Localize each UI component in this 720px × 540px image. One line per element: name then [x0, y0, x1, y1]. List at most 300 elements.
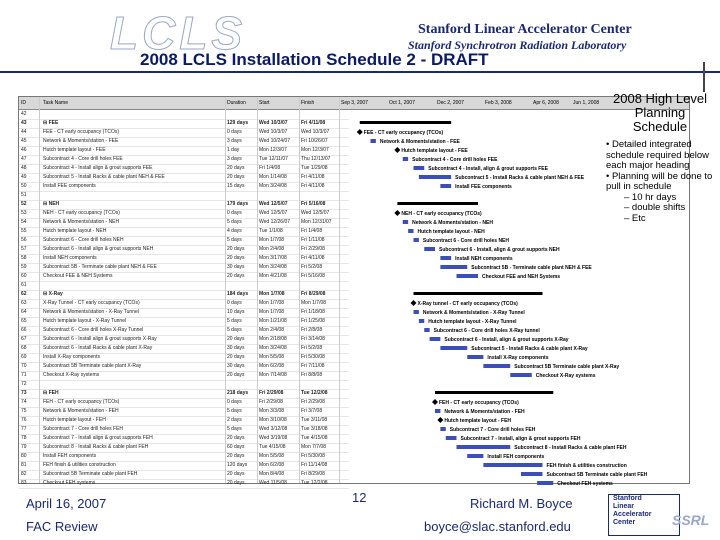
task-name-cell: Network & Moments/station - FEH [43, 408, 119, 414]
task-bar-label: Subcontract 4 - Install, align & grout supports FEE [428, 166, 548, 172]
task-start-cell: Mon 8/4/08 [259, 471, 285, 477]
col-start-header: Start [259, 100, 270, 106]
task-bar[interactable] [419, 319, 424, 323]
task-bar-label: Install NEH components [455, 256, 513, 262]
task-id-cell: 48 [21, 165, 27, 171]
task-duration-cell: 20 days [227, 165, 245, 171]
slac-logo-text: Linear [613, 503, 635, 510]
lcls-logo: LCLS [110, 7, 247, 59]
task-duration-cell: 1 day [227, 147, 240, 153]
task-bar-label: Hutch template layout - X-Ray Tunnel [428, 319, 517, 325]
task-bar-label: Subcontract 5B Terminate cable plant X-Ray [514, 364, 620, 370]
task-name-cell: Subcontract 5B Terminate cable plant X-Ray [43, 363, 142, 369]
task-start-cell: Mon 1/14/08 [259, 174, 287, 180]
task-id-cell: 43 [21, 120, 27, 126]
task-bar[interactable] [457, 445, 511, 449]
task-finish-cell: Fri 4/11/08 [301, 120, 326, 126]
task-id-cell: 73 [21, 390, 27, 396]
task-name-cell: Install NEH components [43, 255, 97, 261]
task-bar[interactable] [467, 454, 483, 458]
task-finish-cell: Fri 10/26/07 [301, 138, 328, 144]
task-bar[interactable] [435, 409, 440, 413]
task-bar-label: Network & Moments/station - X-Ray Tunnel [422, 310, 525, 316]
task-bar-label: Install FEH components [487, 454, 545, 460]
task-bar-label: Subcontract 6 - Install, align & grout supports X-Ray [444, 337, 569, 343]
task-bar-label: Subcontract 5B Terminate cable plant FEH [546, 472, 648, 478]
task-finish-cell: Thu 12/13/07 [301, 156, 331, 162]
task-id-cell: 44 [21, 129, 27, 135]
task-finish-cell: Fri 1/11/08 [301, 237, 325, 243]
task-id-cell: 56 [21, 237, 27, 243]
task-name-cell: Subcontract 5B Terminate cable plant FEH [43, 471, 138, 477]
task-bar-label: X-Ray tunnel - CT early occupancy (TCOs) [417, 301, 518, 307]
task-name-cell: Hutch template layout - NEH [43, 228, 107, 234]
task-name-cell: Subcontract 6 - Core drill holes NEH [43, 237, 124, 243]
task-bar-label: Subcontract 6 - Install, align & grout supports NEH [439, 247, 560, 253]
milestone-marker[interactable] [394, 147, 400, 153]
task-start-cell: Mon 4/21/08 [259, 273, 287, 279]
task-start-cell: Fri 2/29/08 [259, 390, 284, 396]
task-duration-cell: 4 days [227, 228, 242, 234]
task-bar[interactable] [414, 166, 425, 170]
task-start-cell: Mon 12/3/07 [259, 147, 287, 153]
planning-title-line: Schedule [632, 119, 688, 134]
task-id-cell: 47 [21, 156, 27, 162]
task-start-cell: Wed 10/24/07 [259, 138, 291, 144]
task-bar[interactable] [537, 481, 553, 485]
task-bar-label: Network & Moments/station - NEH [412, 220, 493, 226]
gantt-chart[interactable] [18, 96, 690, 487]
task-finish-cell: Fri 7/11/08 [301, 363, 325, 369]
task-name-cell: Checkout FEH systems [43, 480, 96, 486]
task-bar[interactable] [424, 247, 435, 251]
task-bar-label: Subcontract 7 - Install, align & grout supports FEH [460, 436, 581, 442]
task-start-cell: Wed 3/12/08 [259, 426, 288, 432]
task-name-cell: Checkout X-Ray systems [43, 372, 100, 378]
task-duration-cell: 0 days [227, 300, 242, 306]
task-start-cell: Mon 3/3/08 [259, 408, 285, 414]
task-start-cell: Mon 6/2/08 [259, 462, 285, 468]
planning-sub-bullet: – 10 hr days [624, 191, 677, 203]
task-name-cell: Subcontract 6 - Core drill holes X-Ray Tunnel [43, 327, 144, 333]
task-name-cell: Subcontract 7 - Install align & grout supports FEH [43, 435, 153, 441]
task-bar[interactable] [414, 310, 419, 314]
task-start-cell: Mon 1/7/08 [259, 291, 285, 297]
task-start-cell: Mon 2/4/08 [259, 246, 285, 252]
task-name-cell: FEH - CT early occupancy (TCOs) [43, 399, 120, 405]
timescale-label: Apr 6, 2008 [533, 100, 559, 106]
task-bar-label: Hutch template layout - NEH [417, 229, 485, 235]
task-duration-cell: 30 days [227, 264, 245, 270]
task-duration-cell: 5 days [227, 426, 242, 432]
task-finish-cell: Mon 12/31/07 [301, 219, 332, 225]
task-duration-cell: 10 days [227, 309, 245, 315]
task-duration-cell: 5 days [227, 327, 242, 333]
task-duration-cell: 20 days [227, 435, 245, 441]
task-finish-cell: Fri 5/16/08 [301, 201, 326, 207]
slide-title: 2008 LCLS Installation Schedule 2 - DRAFT [140, 50, 489, 69]
task-duration-cell: 60 days [227, 444, 245, 450]
header-corner-rule [703, 62, 705, 92]
task-finish-cell: Fri 4/11/08 [301, 183, 325, 189]
task-start-cell: Mon 1/21/08 [259, 318, 287, 324]
planning-bullets [606, 140, 714, 224]
task-duration-cell: 218 days [227, 390, 249, 396]
task-start-cell: Mon 5/5/08 [259, 453, 285, 459]
task-bar[interactable] [403, 220, 408, 224]
task-duration-cell: 20 days [227, 480, 245, 486]
task-finish-cell: Tue 12/2/08 [301, 480, 328, 486]
org-name-ssrl: Stanford Synchrotron Radiation Laboratory [408, 38, 627, 52]
task-start-cell: Mon 3/24/08 [259, 345, 287, 351]
task-finish-cell: Mon 12/3/07 [301, 147, 329, 153]
timescale-label: Oct 1, 2007 [389, 100, 415, 106]
ssrl-logo: SSRL [672, 512, 710, 528]
task-bar-label: Subcontract 5 - Install Racks & cable plant X-Ray [471, 346, 588, 352]
task-bar-label: Subcontract 4 - Core drill holes FEE [412, 157, 498, 163]
task-id-cell: 70 [21, 363, 27, 369]
task-duration-cell: 3 days [227, 138, 242, 144]
task-bar-label: Network & Moments/station - FEH [444, 409, 525, 415]
task-name-cell: X-Ray Tunnel - CT early occupancy (TCOs) [43, 300, 140, 306]
task-name-cell: Subcontract 4 - Install align & grout supports FEE [43, 165, 153, 171]
task-start-cell: Mon 7/14/08 [259, 372, 287, 378]
task-finish-cell: Fri 5/16/08 [301, 273, 325, 279]
task-bar-label: FEE - CT early occupancy (TCOs) [363, 130, 444, 136]
task-bar-label: Subcontract 7 - Core drill holes FEH [449, 427, 536, 433]
task-bar[interactable] [430, 337, 441, 341]
task-finish-cell: Fri 5/30/08 [301, 453, 325, 459]
task-bar[interactable] [510, 373, 532, 377]
task-finish-cell: Fri 2/29/08 [301, 399, 325, 405]
task-duration-cell: 129 days [227, 120, 249, 126]
task-start-cell: Mon 6/2/08 [259, 363, 285, 369]
task-name-cell: Network & Moments/station - FEE [43, 138, 119, 144]
task-id-cell: 63 [21, 300, 27, 306]
task-name-cell: FEE - CT early occupancy (TCOs) [43, 129, 120, 135]
task-id-cell: 75 [21, 408, 27, 414]
task-name-cell: Subcontract 5B - Terminate cable plant NEH & FEE [43, 264, 157, 270]
task-duration-cell: 5 days [227, 219, 242, 225]
task-bar[interactable] [414, 238, 419, 242]
task-finish-cell: Fri 2/29/08 [301, 246, 325, 252]
task-bar-label: Subcontract 6 - Core drill holes X-Ray tunnel [433, 328, 540, 334]
milestone-marker[interactable] [394, 210, 400, 216]
task-finish-cell: Fri 2/8/08 [301, 327, 323, 333]
task-name-cell: Subcontract 8 - Install Racks & cable plant FEH [43, 444, 149, 450]
task-bar[interactable] [440, 265, 467, 269]
task-start-cell: Mon 3/17/08 [259, 255, 287, 261]
task-bar-label: NEH - CT early occupancy (TCOs) [401, 211, 482, 217]
task-name-cell: ⊟ FEE [43, 120, 59, 126]
task-bar[interactable] [424, 328, 429, 332]
task-name-cell: Subcontract 4 - Core drill holes FEE [43, 156, 123, 162]
gantt-bars [19, 97, 689, 487]
task-bar-label: Checkout X-Ray systems [535, 373, 596, 379]
milestone-marker[interactable] [437, 417, 443, 423]
footer-email[interactable]: boyce@slac.stanford.edu [424, 519, 571, 534]
task-start-cell: Mon 3/24/08 [259, 264, 287, 270]
summary-bar[interactable] [414, 292, 543, 295]
timescale-label: Jun 1, 2008 [573, 100, 600, 106]
task-name-cell: Subcontract 6 - Install align & grout supports NEH [43, 246, 154, 252]
task-bar-label: Checkout FEH systems [557, 481, 613, 487]
task-duration-cell: 30 days [227, 363, 245, 369]
task-bar-label: Subcontract 6 - Core drill holes NEH [422, 238, 510, 244]
task-bar-label: Subcontract 5B - Terminate cable plant NEH & FEE [471, 265, 592, 271]
task-bar[interactable] [403, 157, 408, 161]
task-id-cell: 78 [21, 435, 27, 441]
task-finish-cell: Fri 8/29/08 [301, 471, 325, 477]
task-name-cell: ⊟ NEH [43, 201, 60, 207]
task-id-cell: 80 [21, 453, 27, 459]
col-id-header: ID [21, 100, 26, 106]
footer-author: Richard M. Boyce [470, 496, 573, 511]
task-id-cell: 74 [21, 399, 27, 405]
task-bar-label: Hutch template layout - FEH [444, 418, 512, 424]
task-finish-cell: Fri 4/11/08 [301, 255, 325, 261]
summary-bar[interactable] [435, 391, 553, 394]
task-start-cell: Mon 1/7/08 [259, 237, 285, 243]
task-duration-cell: 20 days [227, 174, 245, 180]
task-duration-cell: 179 days [227, 201, 249, 207]
task-id-cell: 76 [21, 417, 27, 423]
header-rule [0, 71, 720, 73]
task-start-cell: Mon 1/7/08 [259, 300, 285, 306]
task-name-cell: Subcontract 7 - Core drill holes FEH [43, 426, 124, 432]
task-duration-cell: 20 days [227, 246, 245, 252]
planning-notes [606, 92, 714, 224]
task-name-cell: Subcontract 5 - Install Racks & cable plant NEH & FEE [43, 174, 165, 180]
task-id-cell: 79 [21, 444, 27, 450]
planning-title-line: Planning [634, 105, 686, 120]
col-duration-header: Duration [227, 100, 246, 106]
task-bar-label: FEH - CT early occupancy (TCOs) [439, 400, 519, 406]
task-start-cell: Mon 2/18/08 [259, 336, 287, 342]
task-duration-cell: 20 days [227, 372, 245, 378]
task-bar-label: FEH finish & utilities construction [546, 463, 627, 469]
task-id-cell: 42 [21, 111, 27, 117]
col-finish-header: Finish [301, 100, 315, 106]
milestone-marker[interactable] [357, 129, 363, 135]
task-bar[interactable] [440, 184, 451, 188]
task-id-cell: 68 [21, 345, 27, 351]
task-id-cell: 77 [21, 426, 27, 432]
task-duration-cell: 20 days [227, 471, 245, 477]
task-finish-cell: Fri 1/18/08 [301, 309, 325, 315]
task-start-cell: Mon 1/7/08 [259, 309, 285, 315]
task-duration-cell: 120 days [227, 462, 248, 468]
slac-logo [608, 494, 680, 536]
slide-header [0, 0, 720, 70]
slac-logo-text: Center [613, 519, 636, 526]
task-duration-cell: 20 days [227, 336, 245, 342]
task-id-cell: 61 [21, 282, 27, 288]
task-finish-cell: Fri 3/14/08 [301, 336, 325, 342]
task-id-cell: 69 [21, 354, 27, 360]
task-duration-cell: 20 days [227, 255, 245, 261]
task-start-cell: Mon 3/24/08 [259, 183, 287, 189]
task-id-cell: 50 [21, 183, 27, 189]
task-finish-cell: Fri 11/14/08 [301, 462, 328, 468]
task-start-cell: Mon 2/4/08 [259, 327, 285, 333]
task-id-cell: 54 [21, 219, 27, 225]
task-duration-cell: 20 days [227, 354, 245, 360]
task-bar[interactable] [371, 139, 376, 143]
task-name-cell: FEH finish & utilities construction [43, 462, 116, 468]
page-number: 12 [352, 490, 367, 505]
task-duration-cell: 0 days [227, 129, 242, 135]
task-id-cell: 62 [21, 291, 27, 297]
task-bar[interactable] [446, 436, 457, 440]
task-start-cell: Fri 1/4/08 [259, 165, 281, 171]
task-start-cell: Wed 10/3/07 [259, 129, 288, 135]
task-id-cell: 66 [21, 327, 27, 333]
summary-bar[interactable] [397, 202, 478, 205]
task-finish-cell: Fri 3/7/08 [301, 408, 323, 414]
task-id-cell: 51 [21, 192, 27, 198]
task-start-cell: Wed 10/3/07 [259, 120, 288, 126]
task-bar[interactable] [483, 463, 542, 467]
org-name-slac: Stanford Linear Accelerator Center [418, 22, 632, 37]
planning-bullet: • Detailed integrated schedule required below each major heading [606, 139, 709, 171]
task-id-cell: 52 [21, 201, 27, 207]
task-id-cell: 49 [21, 174, 27, 180]
task-bar-label: Subcontract 5 - Install Racks & cable plant NEH & FEE [455, 175, 585, 181]
task-bar-label: Install X-Ray components [487, 355, 549, 361]
task-finish-cell: Tue 3/11/08 [301, 417, 328, 423]
task-name-cell: Install X-Ray components [43, 354, 100, 360]
task-bar[interactable] [483, 364, 510, 368]
task-bar-label: Network & Moments/station - FEE [379, 139, 460, 145]
task-finish-cell: Tue 1/29/08 [301, 165, 328, 171]
task-bar[interactable] [440, 256, 451, 260]
task-id-cell: 67 [21, 336, 27, 342]
task-id-cell: 64 [21, 309, 27, 315]
task-start-cell: Mon 3/10/08 [259, 417, 287, 423]
task-bar[interactable] [521, 472, 543, 476]
task-start-cell: Wed 11/5/08 [259, 480, 287, 486]
task-bar[interactable] [440, 346, 467, 350]
task-finish-cell: Fri 1/4/08 [301, 228, 323, 234]
task-duration-cell: 20 days [227, 273, 245, 279]
task-start-cell: Wed 12/5/07 [259, 201, 288, 207]
task-finish-cell: Tue 3/18/08 [301, 426, 328, 432]
task-start-cell: Wed 12/26/07 [259, 219, 291, 225]
task-name-cell: Hutch template layout - X-Ray Tunnel [43, 318, 127, 324]
task-duration-cell: 0 days [227, 399, 242, 405]
task-finish-cell: Mon 1/7/08 [301, 300, 327, 306]
task-finish-cell: Fri 5/2/08 [301, 264, 323, 270]
milestone-marker[interactable] [432, 399, 438, 405]
task-start-cell: Fri 2/29/08 [259, 399, 283, 405]
task-duration-cell: 30 days [227, 345, 245, 351]
task-finish-cell: Tue 12/2/08 [301, 390, 328, 396]
task-bar[interactable] [408, 229, 413, 233]
task-id-cell: 65 [21, 318, 27, 324]
footer-meeting: FAC Review [26, 519, 98, 534]
task-duration-cell: 15 days [227, 183, 245, 189]
task-duration-cell: 5 days [227, 237, 242, 243]
task-name-cell: Network & Moments/station - NEH [43, 219, 120, 225]
task-name-cell: Hutch template layout - FEH [43, 417, 106, 423]
task-id-cell: 46 [21, 147, 27, 153]
task-bar-label: Install FEE components [455, 184, 512, 190]
task-start-cell: Mon 5/5/08 [259, 354, 285, 360]
task-id-cell: 72 [21, 381, 27, 387]
planning-sub-bullet: – double shifts [624, 202, 686, 213]
task-duration-cell: 5 days [227, 408, 242, 414]
timescale-label: Dec 2, 2007 [437, 100, 464, 106]
task-bar-label: Checkout FEE and NEH Systems [482, 274, 561, 280]
task-finish-cell: Fri 1/25/08 [301, 318, 325, 324]
task-bar[interactable] [440, 427, 445, 431]
task-bar[interactable] [419, 175, 451, 179]
slac-logo-text: Accelerator [613, 511, 652, 518]
task-start-cell: Wed 3/19/08 [259, 435, 288, 441]
task-finish-cell: Mon 7/7/08 [301, 444, 327, 450]
slac-logo-text: Stanford [613, 495, 642, 502]
task-id-cell: 81 [21, 462, 27, 468]
task-id-cell: 60 [21, 273, 27, 279]
task-bar[interactable] [457, 274, 479, 278]
task-name-cell: Checkout FEE & NEH Systems [43, 273, 113, 279]
task-name-cell: Subcontract 6 - Install align & grout supports X-Ray [43, 336, 157, 342]
col-taskname-header: Task Name [43, 100, 69, 106]
task-id-cell: 82 [21, 471, 27, 477]
planning-bullet: • Planning will be done to pull in schedule [606, 170, 713, 192]
task-finish-cell: Fri 5/2/08 [301, 345, 323, 351]
task-finish-cell: Fri 8/8/08 [301, 372, 323, 378]
task-name-cell: Install FEE components [43, 183, 96, 189]
task-name-cell: NEH - CT early occupancy (TCOs) [43, 210, 120, 216]
task-duration-cell: 5 days [227, 318, 242, 324]
task-finish-cell: Wed 10/3/07 [301, 129, 330, 135]
summary-bar[interactable] [360, 121, 451, 124]
task-start-cell: Tue 1/1/08 [259, 228, 283, 234]
planning-title [606, 92, 714, 134]
planning-sub-bullet: – Etc [624, 212, 646, 224]
task-duration-cell: 3 days [227, 156, 242, 162]
task-finish-cell: Fri 4/11/08 [301, 174, 325, 180]
task-id-cell: 45 [21, 138, 27, 144]
task-id-cell: 55 [21, 228, 27, 234]
task-start-cell: Tue 4/15/08 [259, 444, 286, 450]
task-name-cell: Install FEH components [43, 453, 97, 459]
timescale-label: Feb 3, 2008 [485, 100, 512, 106]
task-name-cell: ⊟ X-Ray [43, 291, 63, 297]
task-duration-cell: 20 days [227, 453, 245, 459]
task-name-cell: ⊟ FEH [43, 390, 59, 396]
task-duration-cell: 2 days [227, 417, 242, 423]
task-start-cell: Wed 12/5/07 [259, 210, 288, 216]
footer-date: April 16, 2007 [26, 496, 107, 511]
task-bar[interactable] [467, 355, 483, 359]
task-id-cell: 59 [21, 264, 27, 270]
task-id-cell: 71 [21, 372, 27, 378]
task-finish-cell: Fri 5/30/08 [301, 354, 325, 360]
task-finish-cell: Fri 8/29/08 [301, 291, 326, 297]
task-duration-cell: 0 days [227, 210, 242, 216]
task-bar-label: Subcontract 8 - Install Racks & cable plant FEH [514, 445, 627, 451]
planning-title-line: 2008 High Level [613, 91, 707, 106]
timescale-label: Sep 3, 2007 [341, 100, 368, 106]
task-name-cell: Subcontract 6 - Install Racks & cable plant X-Ray [43, 345, 153, 351]
task-id-cell: 57 [21, 246, 27, 252]
milestone-marker[interactable] [411, 300, 417, 306]
task-duration-cell: 184 days [227, 291, 249, 297]
task-name-cell: Network & Moments/station - X-Ray Tunnel [43, 309, 139, 315]
